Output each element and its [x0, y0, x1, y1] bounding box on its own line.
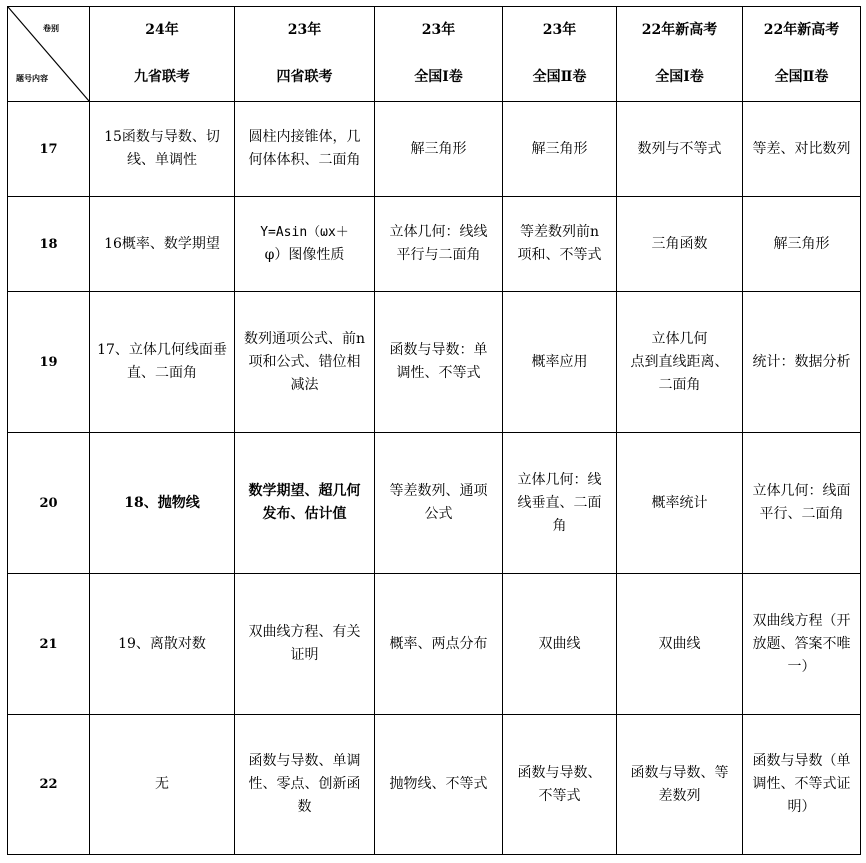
table-row	[8, 197, 861, 292]
cell-line: 放题、答案不唯	[752, 635, 851, 652]
cell-line: 减法	[290, 376, 319, 393]
table-cell	[503, 292, 617, 433]
table-cell	[743, 102, 861, 197]
cell-line: 解三角形	[773, 235, 830, 252]
table-row	[8, 102, 861, 197]
cell-line: φ）图像性质	[264, 247, 345, 263]
table-cell	[743, 433, 861, 574]
cell-line: 统计：数据分析	[752, 353, 851, 370]
cell-line: 调性、不等式证	[752, 776, 851, 792]
table-cell	[375, 102, 503, 197]
table-cell	[375, 574, 503, 715]
header-row	[8, 7, 861, 102]
cell-line: 三角函数	[651, 235, 708, 252]
cell-line: 19、离散对数	[118, 635, 206, 652]
column-header	[90, 7, 235, 102]
table-cell	[743, 197, 861, 292]
cell-line: 概率应用	[531, 353, 588, 370]
cell-line: 函数与导数：单	[389, 342, 488, 358]
table-cell	[235, 715, 375, 855]
table-cell	[235, 197, 375, 292]
cell-line: 函数与导数、	[517, 764, 602, 781]
corner-label-exam: 卷别	[43, 23, 59, 33]
table-cell	[503, 102, 617, 197]
cell-line: 一）	[787, 658, 816, 675]
table-cell	[503, 197, 617, 292]
cell-line: 双曲线方程、有关	[248, 624, 361, 640]
table-row	[8, 715, 861, 855]
cell-line: 公式	[424, 506, 453, 522]
cell-line: 项和、不等式	[517, 247, 602, 263]
cell-line: 立体几何	[651, 330, 708, 347]
table-cell	[503, 715, 617, 855]
cell-line: 调性、不等式	[396, 365, 481, 381]
cell-line: 差数列	[658, 787, 701, 804]
column-exam-name: 全国Ⅰ卷	[414, 69, 463, 85]
table-cell	[375, 715, 503, 855]
cell-line: 无	[155, 776, 169, 792]
diagonal-line	[8, 7, 89, 101]
table-cell	[90, 574, 235, 715]
table-cell	[90, 715, 235, 855]
table-cell	[375, 433, 503, 574]
cell-line: 等差数列前n	[519, 224, 600, 240]
column-header	[743, 7, 861, 102]
cell-line: 不等式	[538, 787, 581, 804]
table-cell	[235, 102, 375, 197]
table-row	[8, 433, 861, 574]
cell-line: 数列通项公式、前n	[243, 330, 366, 347]
column-year: 22年新高考	[641, 22, 718, 38]
cell-line: 解三角形	[531, 140, 588, 157]
cell-line: 函数与导数、等	[630, 764, 729, 781]
cell-line: 性、零点、创新函	[248, 776, 361, 792]
column-header	[503, 7, 617, 102]
table-cell	[375, 197, 503, 292]
column-header	[235, 7, 375, 102]
cell-line: 概率统计	[651, 494, 708, 511]
table-cell	[90, 433, 235, 574]
cell-line: 明）	[787, 799, 816, 815]
table-cell	[617, 197, 743, 292]
cell-line: 角	[552, 517, 567, 534]
cell-line: 平行与二面角	[396, 247, 481, 263]
corner-label-question: 题号内容	[16, 73, 48, 83]
table-cell	[235, 574, 375, 715]
table-cell	[617, 715, 743, 855]
cell-line: 何体体积、二面角	[248, 152, 361, 168]
cell-line: 16概率、数学期望	[104, 235, 220, 252]
column-year: 23年	[542, 22, 577, 38]
cell-line: 线垂直、二面	[517, 494, 602, 511]
cell-line: 点到直线距离、	[630, 353, 729, 370]
cell-line: 双曲线	[538, 635, 581, 652]
table-cell	[617, 102, 743, 197]
cell-line: 立体几何：线	[517, 471, 602, 488]
question-number: 18	[8, 197, 90, 292]
cell-line: 解三角形	[410, 140, 467, 157]
exam-topics-table-container	[7, 6, 861, 855]
cell-line: 立体几何：线线	[389, 224, 488, 240]
cell-line: 数	[297, 799, 312, 815]
question-number: 21	[8, 574, 90, 715]
question-number: 22	[8, 715, 90, 855]
cell-line: 17、立体几何线面垂	[97, 342, 227, 358]
table-cell	[617, 433, 743, 574]
cell-line: 18、抛物线	[124, 494, 200, 511]
cell-line: 函数与导数（单	[752, 753, 851, 769]
column-header	[375, 7, 503, 102]
table-cell	[617, 292, 743, 433]
cell-line: 等差数列、通项	[389, 483, 488, 499]
table-cell	[235, 433, 375, 574]
column-exam-name: 四省联考	[276, 69, 333, 85]
table-cell	[235, 292, 375, 433]
cell-line: 函数与导数、单调	[248, 753, 361, 769]
table-cell	[503, 433, 617, 574]
corner-header-cell	[8, 7, 90, 102]
column-year: 23年	[421, 22, 456, 38]
column-exam-name: 全国Ⅱ卷	[774, 69, 829, 85]
cell-line: 线、单调性	[127, 152, 197, 168]
cell-line: 数学期望、超几何	[248, 483, 361, 499]
cell-line: 概率、两点分布	[389, 635, 488, 652]
cell-line: 双曲线	[658, 635, 701, 652]
cell-line: 发布、估计值	[262, 506, 347, 522]
cell-line: 二面角	[658, 376, 701, 393]
table-row	[8, 292, 861, 433]
cell-line: 证明	[290, 647, 319, 663]
cell-line: 立体几何：线面	[752, 483, 851, 499]
cell-line: 抛物线、不等式	[389, 776, 488, 792]
table-row	[8, 574, 861, 715]
question-number: 17	[8, 102, 90, 197]
column-year: 24年	[145, 22, 179, 38]
table-cell	[743, 574, 861, 715]
column-exam-name: 九省联考	[134, 69, 190, 85]
cell-line: 数列与不等式	[637, 140, 722, 157]
column-header	[617, 7, 743, 102]
table-cell	[503, 574, 617, 715]
cell-line: 双曲线方程（开	[752, 612, 851, 629]
cell-line: 等差、对比数列	[752, 140, 851, 157]
cell-line: 项和公式、错位相	[248, 353, 361, 370]
table-cell	[743, 715, 861, 855]
table-cell	[90, 197, 235, 292]
question-number: 19	[8, 292, 90, 433]
table-cell	[617, 574, 743, 715]
cell-line: 平行、二面角	[759, 506, 844, 522]
column-exam-name: 全国Ⅱ卷	[532, 69, 587, 85]
cell-line: 圆柱内接锥体，几	[248, 129, 361, 145]
cell-line: Y=Asin（ωx＋	[260, 225, 349, 240]
cell-line: 直、二面角	[127, 365, 197, 381]
table-cell	[90, 292, 235, 433]
column-year: 22年新高考	[763, 22, 840, 38]
table-cell	[375, 292, 503, 433]
exam-topics-table	[7, 6, 861, 855]
column-year: 23年	[287, 22, 322, 38]
table-cell	[743, 292, 861, 433]
table-cell	[90, 102, 235, 197]
question-number: 20	[8, 433, 90, 574]
cell-line: 15函数与导数、切	[104, 129, 220, 145]
column-exam-name: 全国Ⅰ卷	[655, 69, 704, 85]
